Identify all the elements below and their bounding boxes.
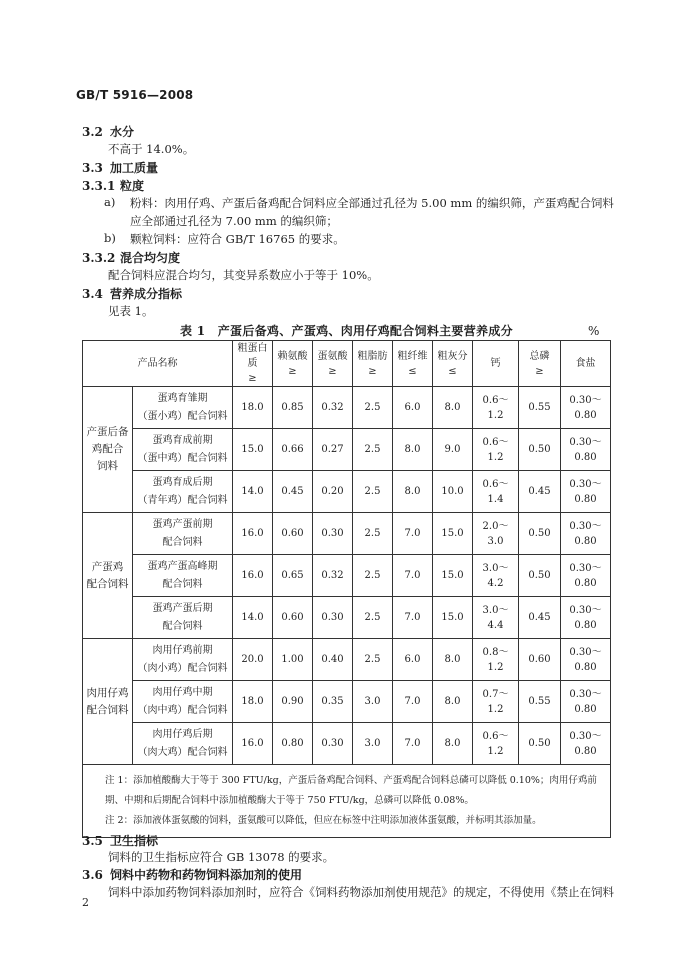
lysine-cell: 0.60 bbox=[273, 513, 313, 555]
header-product-name: 产品名称 bbox=[83, 341, 233, 387]
section-number: 3.3.1 bbox=[82, 179, 116, 193]
crude-protein-cell: 14.0 bbox=[233, 471, 273, 513]
total-phosphorus-cell: 0.50 bbox=[519, 429, 561, 471]
header-total-phosphorus: 总磷 ≥ bbox=[519, 341, 561, 387]
product-name-cell bbox=[133, 639, 233, 681]
section-3-5-text: 饲料的卫生指标应符合 GB 13078 的要求。 bbox=[108, 850, 335, 864]
crude-ash-cell: 8.0 bbox=[433, 723, 473, 765]
section-3-6-text: 饲料中添加药物饲料添加剂时，应符合《饲料药物添加剂使用规范》的规定，不得使用《禁止在饲料 bbox=[108, 885, 614, 899]
total-phosphorus-cell: 0.55 bbox=[519, 387, 561, 429]
total-phosphorus-cell: 0.60 bbox=[519, 639, 561, 681]
product-name-cell bbox=[133, 387, 233, 429]
table-row bbox=[83, 471, 611, 513]
calcium-cell: 0.7～ 1.2 bbox=[473, 681, 519, 723]
salt-cell: 0.30～ 0.80 bbox=[561, 639, 611, 681]
list-item-a-line1: 粉料：肉用仔鸡、产蛋后备鸡配合饲料应全部通过孔径为 5.00 mm 的编织筛，产蛋鸡配合饲料 bbox=[130, 196, 614, 210]
product-name-line: （蛋小鸡）配合饲料 bbox=[137, 410, 228, 422]
section-3-3-heading bbox=[82, 159, 158, 176]
product-name-cell bbox=[133, 429, 233, 471]
total-phosphorus-cell: 0.50 bbox=[519, 555, 561, 597]
crude-fiber-cell: 7.0 bbox=[393, 597, 433, 639]
list-item-b-text: 颗粒饲料：应符合 GB/T 16765 的要求。 bbox=[130, 232, 345, 246]
total-phosphorus-cell: 0.55 bbox=[519, 681, 561, 723]
product-name-line: 蛋鸡产蛋后期 bbox=[152, 602, 213, 614]
table-row bbox=[83, 513, 611, 555]
standard-code: GB/T 5916—2008 bbox=[76, 88, 194, 102]
product-name-line: 肉用仔鸡后期 bbox=[152, 728, 213, 740]
crude-protein-cell: 18.0 bbox=[233, 387, 273, 429]
section-3-3-2-text: 配合饲料应混合均匀，其变异系数应小于等于 10%。 bbox=[108, 268, 379, 282]
table-caption: 表 1 产蛋后备鸡、产蛋鸡、肉用仔鸡配合饲料主要营养成分 bbox=[180, 324, 513, 338]
table-header-row bbox=[83, 341, 611, 387]
methionine-cell: 0.30 bbox=[313, 723, 353, 765]
total-phosphorus-cell: 0.50 bbox=[519, 513, 561, 555]
lysine-cell: 0.65 bbox=[273, 555, 313, 597]
header-calcium: 钙 bbox=[473, 341, 519, 387]
nutrition-table bbox=[82, 340, 611, 838]
calcium-cell: 0.6～ 1.4 bbox=[473, 471, 519, 513]
table-row bbox=[83, 387, 611, 429]
crude-protein-cell: 20.0 bbox=[233, 639, 273, 681]
total-phosphorus-cell: 0.45 bbox=[519, 471, 561, 513]
group-name-cell bbox=[83, 513, 133, 639]
crude-ash-cell: 8.0 bbox=[433, 387, 473, 429]
lysine-cell: 0.85 bbox=[273, 387, 313, 429]
calcium-cell: 2.0～ 3.0 bbox=[473, 513, 519, 555]
crude-fiber-cell: 6.0 bbox=[393, 387, 433, 429]
methionine-cell: 0.27 bbox=[313, 429, 353, 471]
header-salt: 食盐 bbox=[561, 341, 611, 387]
product-name-line: （肉大鸡）配合饲料 bbox=[137, 746, 228, 758]
group-name-cell bbox=[83, 387, 133, 513]
product-name-line: 蛋鸡育成前期 bbox=[152, 434, 213, 446]
lysine-cell: 0.60 bbox=[273, 597, 313, 639]
methionine-cell: 0.32 bbox=[313, 555, 353, 597]
product-name-cell bbox=[133, 471, 233, 513]
header-crude-fat: 粗脂肪 ≥ bbox=[353, 341, 393, 387]
salt-cell: 0.30～ 0.80 bbox=[561, 387, 611, 429]
product-name-line: 蛋鸡产蛋前期 bbox=[152, 518, 213, 530]
product-name-line: 蛋鸡育雏期 bbox=[157, 392, 208, 404]
crude-ash-cell: 15.0 bbox=[433, 597, 473, 639]
crude-fat-cell: 2.5 bbox=[353, 513, 393, 555]
section-number: 3.5 bbox=[82, 834, 103, 848]
total-phosphorus-cell: 0.50 bbox=[519, 723, 561, 765]
product-name-line: （青年鸡）配合饲料 bbox=[137, 494, 228, 506]
group-name-line: 饲料 bbox=[97, 460, 118, 472]
crude-protein-cell: 16.0 bbox=[233, 513, 273, 555]
product-name-cell bbox=[133, 723, 233, 765]
lysine-cell: 0.90 bbox=[273, 681, 313, 723]
product-name-line: （肉小鸡）配合饲料 bbox=[137, 662, 228, 674]
group-name-line: 配合饲料 bbox=[86, 703, 129, 716]
list-item-a-line2: 应全部通过孔径为 7.00 mm 的编织筛； bbox=[130, 214, 338, 228]
section-number: 3.3.2 bbox=[82, 251, 116, 265]
product-name-line: 蛋鸡育成后期 bbox=[152, 476, 213, 488]
crude-fiber-cell: 6.0 bbox=[393, 639, 433, 681]
table-note-2: 注 2：添加液体蛋氨酸的饲料，蛋氨酸可以降低，但应在标签中注明添加液体蛋氨酸，并标明其添加量。 bbox=[105, 815, 542, 826]
header-crude-fiber: 粗纤维 ≤ bbox=[393, 341, 433, 387]
section-title: 加工质量 bbox=[110, 161, 159, 175]
crude-protein-cell: 14.0 bbox=[233, 597, 273, 639]
section-number: 3.6 bbox=[82, 868, 103, 882]
crude-ash-cell: 9.0 bbox=[433, 429, 473, 471]
crude-fiber-cell: 7.0 bbox=[393, 513, 433, 555]
header-methionine: 蛋氨酸 ≥ bbox=[313, 341, 353, 387]
lysine-cell: 0.80 bbox=[273, 723, 313, 765]
list-item-b-label: b) bbox=[104, 231, 116, 245]
salt-cell: 0.30～ 0.80 bbox=[561, 597, 611, 639]
section-3-3-2-heading bbox=[82, 249, 180, 266]
crude-ash-cell: 8.0 bbox=[433, 681, 473, 723]
group-name-cell bbox=[83, 639, 133, 765]
table-unit: % bbox=[588, 324, 600, 338]
table-notes-row bbox=[83, 765, 611, 838]
crude-fiber-cell: 8.0 bbox=[393, 429, 433, 471]
methionine-cell: 0.20 bbox=[313, 471, 353, 513]
header-lysine: 赖氨酸 ≥ bbox=[273, 341, 313, 387]
product-name-cell bbox=[133, 555, 233, 597]
crude-fat-cell: 2.5 bbox=[353, 555, 393, 597]
salt-cell: 0.30～ 0.80 bbox=[561, 471, 611, 513]
calcium-cell: 3.0～ 4.2 bbox=[473, 555, 519, 597]
crude-fat-cell: 2.5 bbox=[353, 387, 393, 429]
section-number: 3.4 bbox=[82, 287, 103, 301]
total-phosphorus-cell: 0.45 bbox=[519, 597, 561, 639]
table-row bbox=[83, 555, 611, 597]
crude-fat-cell: 3.0 bbox=[353, 723, 393, 765]
crude-protein-cell: 15.0 bbox=[233, 429, 273, 471]
product-name-line: 配合饲料 bbox=[162, 536, 203, 548]
crude-protein-cell: 16.0 bbox=[233, 723, 273, 765]
table-row bbox=[83, 597, 611, 639]
crude-fat-cell: 2.5 bbox=[353, 597, 393, 639]
section-number: 3.2 bbox=[82, 125, 103, 139]
table-row bbox=[83, 681, 611, 723]
product-name-cell bbox=[133, 513, 233, 555]
table-row bbox=[83, 639, 611, 681]
calcium-cell: 0.6～ 1.2 bbox=[473, 723, 519, 765]
product-name-cell bbox=[133, 597, 233, 639]
section-3-2-text: 不高于 14.0%。 bbox=[108, 142, 195, 156]
methionine-cell: 0.30 bbox=[313, 513, 353, 555]
crude-ash-cell: 15.0 bbox=[433, 513, 473, 555]
group-name-line: 配合饲料 bbox=[86, 577, 129, 590]
lysine-cell: 0.66 bbox=[273, 429, 313, 471]
page-number: 2 bbox=[82, 896, 89, 909]
header-crude-protein: 粗蛋白质 ≥ bbox=[233, 341, 273, 387]
section-3-3-1-heading bbox=[82, 177, 144, 194]
lysine-cell: 0.45 bbox=[273, 471, 313, 513]
section-3-2-heading bbox=[82, 123, 134, 140]
salt-cell: 0.30～ 0.80 bbox=[561, 681, 611, 723]
crude-fat-cell: 2.5 bbox=[353, 639, 393, 681]
salt-cell: 0.30～ 0.80 bbox=[561, 555, 611, 597]
salt-cell: 0.30～ 0.80 bbox=[561, 513, 611, 555]
methionine-cell: 0.35 bbox=[313, 681, 353, 723]
crude-fat-cell: 2.5 bbox=[353, 429, 393, 471]
crude-fiber-cell: 7.0 bbox=[393, 681, 433, 723]
group-name-line: 产蛋后备 bbox=[86, 426, 129, 438]
crude-ash-cell: 10.0 bbox=[433, 471, 473, 513]
section-title: 混合均匀度 bbox=[120, 251, 181, 265]
product-name-line: （蛋中鸡）配合饲料 bbox=[137, 452, 228, 464]
section-title: 卫生指标 bbox=[110, 834, 159, 848]
crude-ash-cell: 8.0 bbox=[433, 639, 473, 681]
methionine-cell: 0.32 bbox=[313, 387, 353, 429]
section-number: 3.3 bbox=[82, 161, 103, 175]
product-name-line: 配合饲料 bbox=[162, 620, 203, 632]
crude-fat-cell: 3.0 bbox=[353, 681, 393, 723]
product-name-line: 蛋鸡产蛋高峰期 bbox=[147, 560, 218, 572]
product-name-line: （肉中鸡）配合饲料 bbox=[137, 704, 228, 716]
calcium-cell: 0.6～ 1.2 bbox=[473, 429, 519, 471]
crude-fiber-cell: 8.0 bbox=[393, 471, 433, 513]
product-name-line: 肉用仔鸡中期 bbox=[152, 686, 213, 698]
salt-cell: 0.30～ 0.80 bbox=[561, 723, 611, 765]
lysine-cell: 1.00 bbox=[273, 639, 313, 681]
list-item-a-label: a) bbox=[104, 195, 116, 209]
crude-fiber-cell: 7.0 bbox=[393, 555, 433, 597]
section-title: 粒度 bbox=[120, 179, 145, 193]
group-name-line: 鸡配合 bbox=[91, 443, 124, 455]
table-row bbox=[83, 723, 611, 765]
section-title: 营养成分指标 bbox=[110, 287, 183, 301]
group-name-line: 肉用仔鸡 bbox=[86, 686, 129, 699]
section-title: 水分 bbox=[110, 125, 135, 139]
crude-protein-cell: 18.0 bbox=[233, 681, 273, 723]
product-name-cell bbox=[133, 681, 233, 723]
section-3-4-heading bbox=[82, 285, 182, 302]
product-name-line: 肉用仔鸡前期 bbox=[152, 644, 213, 656]
calcium-cell: 0.6～ 1.2 bbox=[473, 387, 519, 429]
crude-fat-cell: 2.5 bbox=[353, 471, 393, 513]
group-name-line: 产蛋鸡 bbox=[91, 560, 124, 573]
crude-ash-cell: 15.0 bbox=[433, 555, 473, 597]
methionine-cell: 0.40 bbox=[313, 639, 353, 681]
crude-fiber-cell: 7.0 bbox=[393, 723, 433, 765]
section-3-6-heading bbox=[82, 866, 302, 883]
salt-cell: 0.30～ 0.80 bbox=[561, 429, 611, 471]
product-name-line: 配合饲料 bbox=[162, 578, 203, 590]
section-3-5-heading bbox=[82, 832, 158, 849]
section-3-4-text: 见表 1。 bbox=[108, 304, 154, 318]
section-title: 饲料中药物和药物饲料添加剂的使用 bbox=[110, 868, 303, 882]
calcium-cell: 3.0～ 4.4 bbox=[473, 597, 519, 639]
table-row bbox=[83, 429, 611, 471]
methionine-cell: 0.30 bbox=[313, 597, 353, 639]
header-crude-ash: 粗灰分 ≤ bbox=[433, 341, 473, 387]
table-notes bbox=[83, 765, 611, 838]
calcium-cell: 0.8～ 1.2 bbox=[473, 639, 519, 681]
crude-protein-cell: 16.0 bbox=[233, 555, 273, 597]
table-note-1: 注 1：添加植酸酶大于等于 300 FTU/kg，产蛋后备鸡配合饲料、产蛋鸡配合饲料总磷可以降低 0.10%；肉用仔鸡前期、中期和后期配合饲料中添加植酸酶大于等于 750 FTU/kg，总磷可以降低 0.08%。 bbox=[105, 775, 597, 806]
